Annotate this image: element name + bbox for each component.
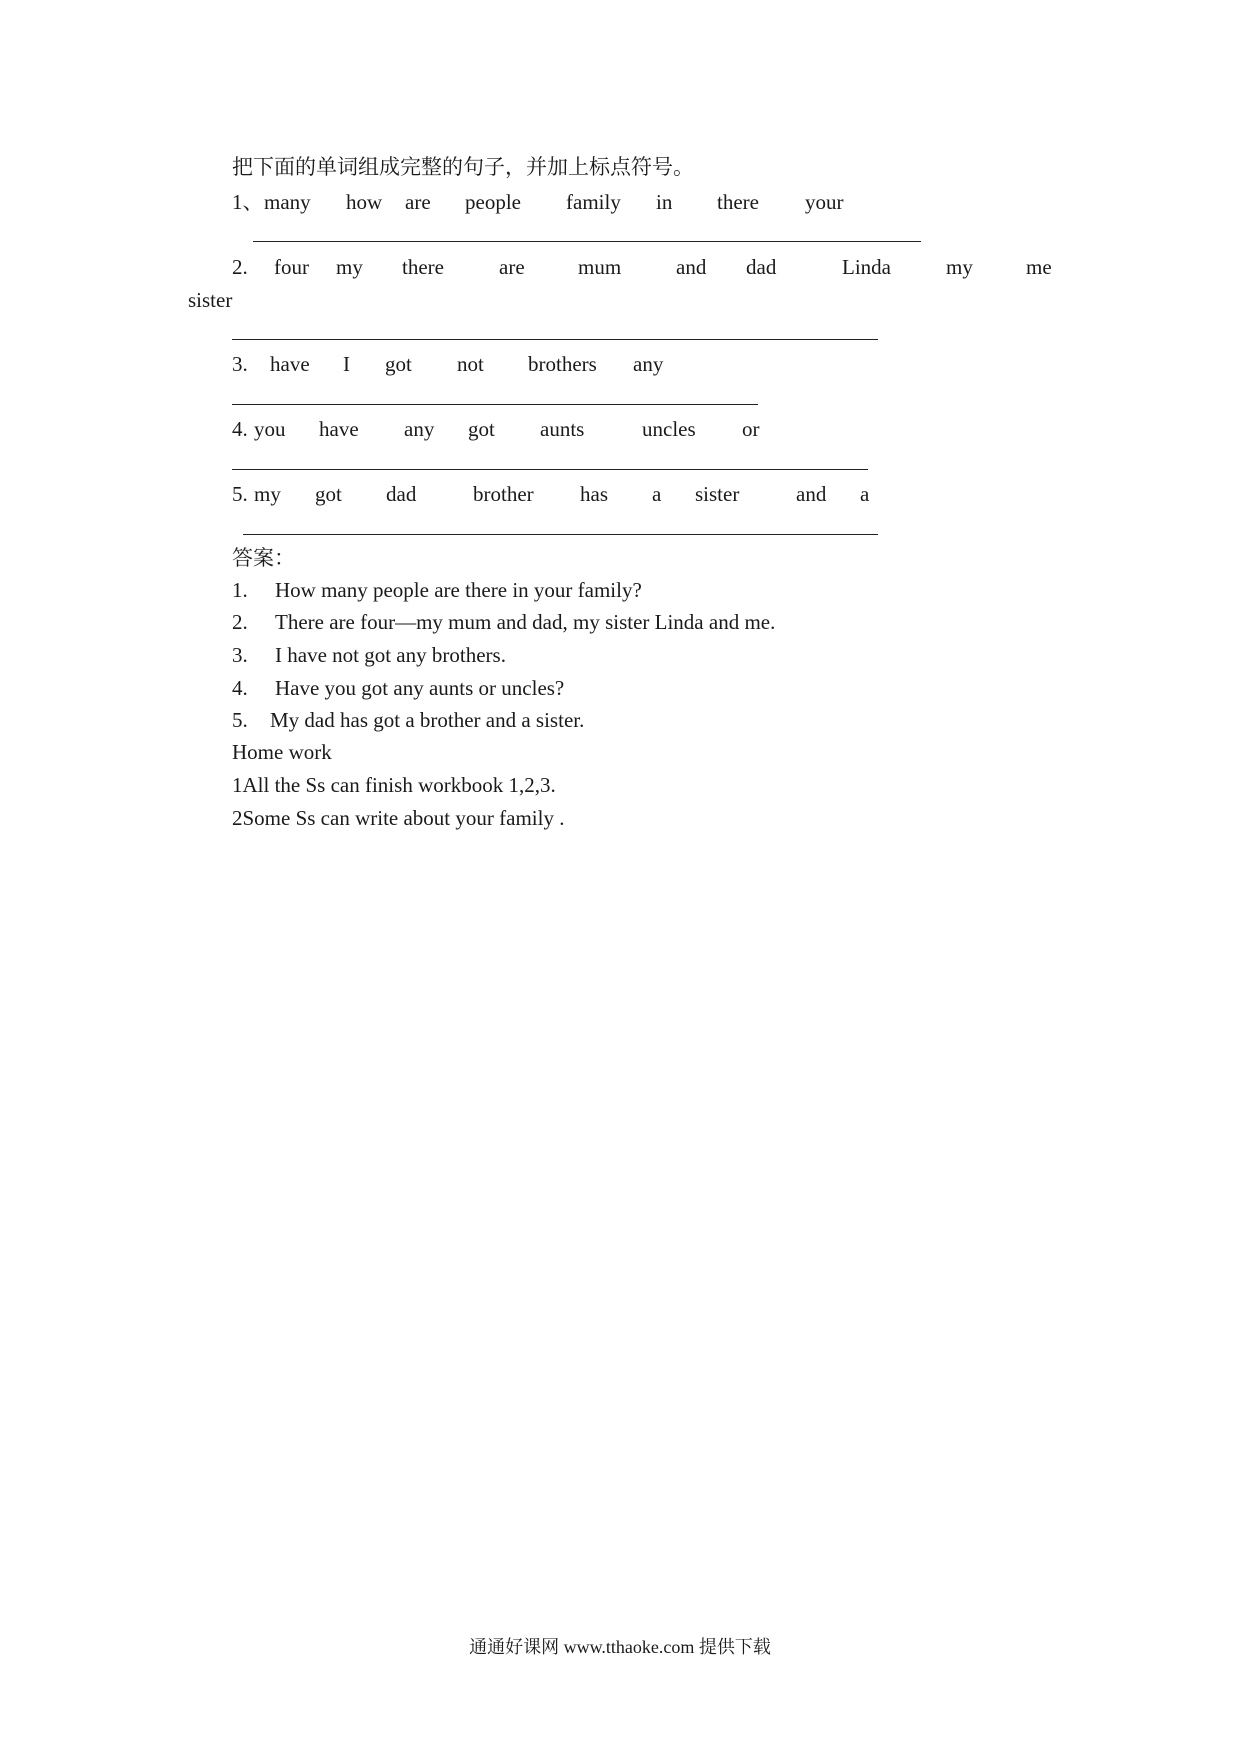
scrambled-word: sister (188, 288, 233, 312)
scrambled-word: are (405, 190, 431, 214)
answer-blank-line (232, 404, 758, 405)
scrambled-word: there (402, 255, 444, 279)
scrambled-word: I (343, 352, 350, 376)
question-number: 3. (232, 352, 248, 376)
answer-blank-line (253, 241, 921, 242)
scrambled-word: many (264, 190, 311, 214)
question-number: 2. (232, 255, 248, 279)
scrambled-word: got (468, 417, 495, 441)
scrambled-word: dad (386, 482, 417, 506)
scrambled-word: people (465, 190, 521, 214)
scrambled-word: brother (473, 482, 534, 506)
answer-text: There are four—my mum and dad, my sister Linda and me. (275, 610, 776, 634)
scrambled-word: me (1026, 255, 1052, 279)
answer-blank-line (232, 339, 878, 340)
scrambled-word: not (457, 352, 484, 376)
scrambled-word: sister (695, 482, 740, 506)
homework-item: 1All the Ss can finish workbook 1,2,3. (232, 773, 556, 797)
scrambled-word: family (566, 190, 621, 214)
scrambled-word: you (254, 417, 286, 441)
answer-text: I have not got any brothers. (275, 643, 506, 667)
scrambled-word: my (254, 482, 281, 506)
scrambled-word: in (656, 190, 673, 214)
scrambled-word: any (633, 352, 664, 376)
scrambled-word: my (336, 255, 363, 279)
scrambled-word: mum (578, 255, 622, 279)
scrambled-word: aunts (540, 417, 585, 441)
scrambled-word: any (404, 417, 435, 441)
scrambled-word: dad (746, 255, 777, 279)
scrambled-word: has (580, 482, 608, 506)
scrambled-word: a (860, 482, 870, 506)
answer-number: 2. (232, 610, 248, 634)
scrambled-word: got (315, 482, 342, 506)
question-number: 4. (232, 417, 248, 441)
scrambled-word: there (717, 190, 759, 214)
question-number: 5. (232, 482, 248, 506)
scrambled-word: how (346, 190, 383, 214)
scrambled-word: have (270, 352, 310, 376)
homework-item: 2Some Ss can write about your family . (232, 806, 565, 830)
scrambled-word: and (796, 482, 827, 506)
question-number: 1、 (232, 190, 264, 214)
answer-blank-line (243, 534, 878, 535)
answer-number: 4. (232, 676, 248, 700)
scrambled-word: my (946, 255, 973, 279)
answer-number: 1. (232, 578, 248, 602)
scrambled-word: got (385, 352, 412, 376)
answer-text: My dad has got a brother and a sister. (270, 708, 585, 732)
answer-blank-line (232, 469, 868, 470)
scrambled-word: are (499, 255, 525, 279)
scrambled-word: Linda (842, 255, 891, 279)
answer-text: How many people are there in your family? (275, 578, 642, 602)
answers-heading: 答案： (232, 546, 295, 570)
instruction-text: 把下面的单词组成完整的句子，并加上标点符号。 (232, 155, 694, 179)
scrambled-word: your (805, 190, 844, 214)
scrambled-word: four (274, 255, 309, 279)
homework-heading: Home work (232, 740, 332, 764)
scrambled-word: and (676, 255, 707, 279)
scrambled-word: uncles (642, 417, 696, 441)
scrambled-word: brothers (528, 352, 597, 376)
page-footer: 通通好课网 www.tthaoke.com 提供下载 (469, 1637, 771, 1657)
answer-number: 3. (232, 643, 248, 667)
answer-number: 5. (232, 708, 248, 732)
scrambled-word: or (742, 417, 760, 441)
scrambled-word: have (319, 417, 359, 441)
scrambled-word: a (652, 482, 662, 506)
answer-text: Have you got any aunts or uncles? (275, 676, 565, 700)
